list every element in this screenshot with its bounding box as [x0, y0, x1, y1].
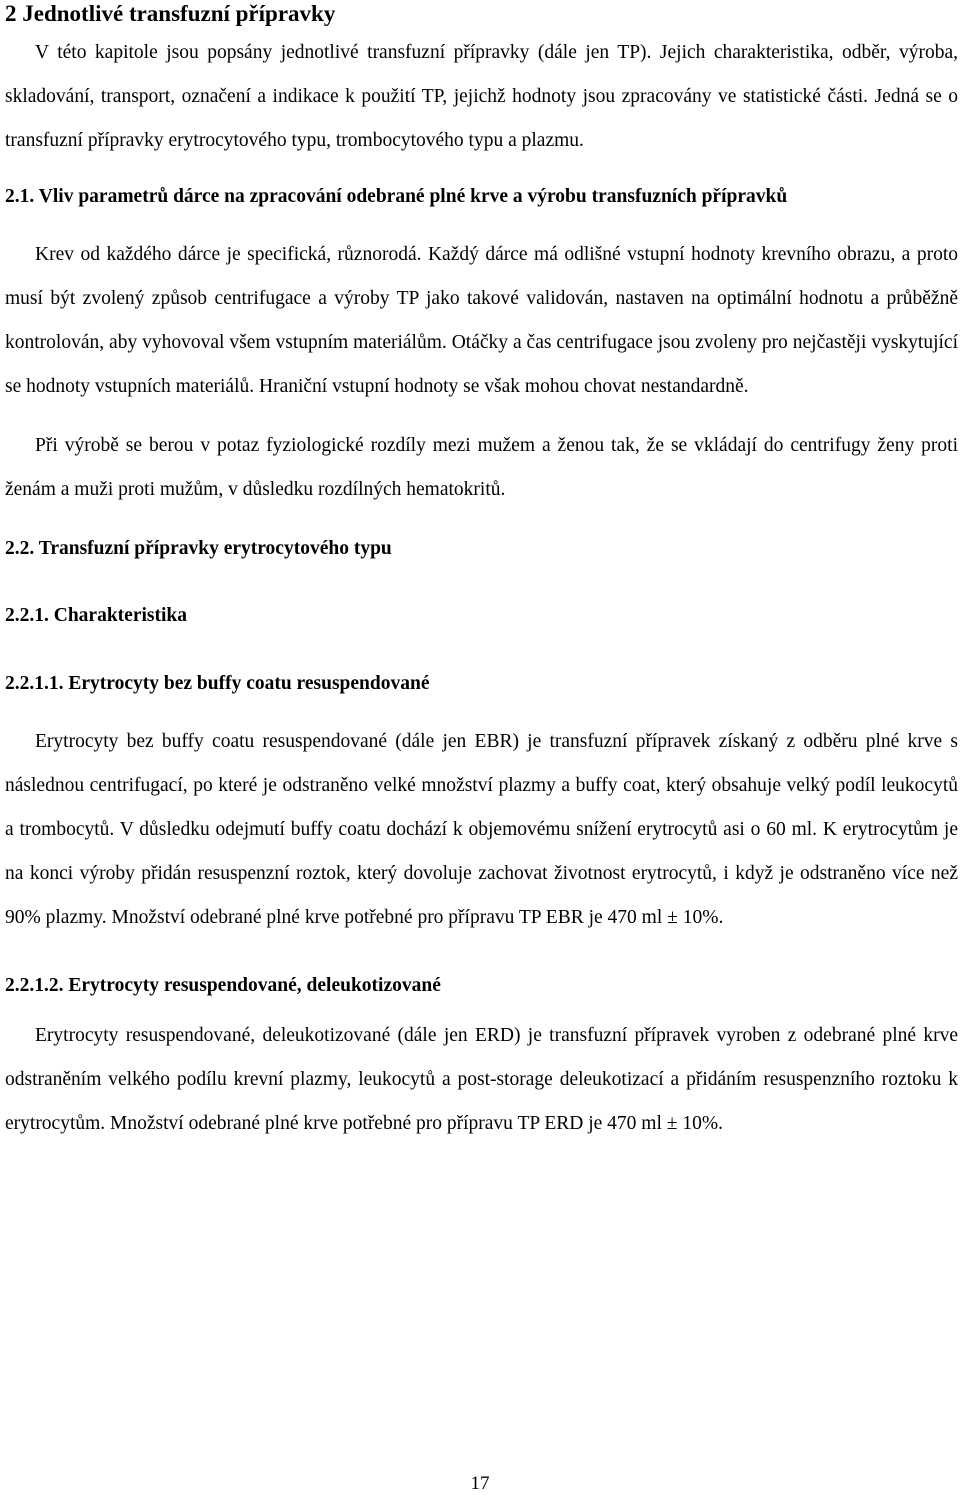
chapter-title: 2 Jednotlivé transfuzní přípravky [5, 1, 336, 26]
document-page [5, 0, 958, 1146]
section-heading-2-2-1-2: 2.2.1.2. Erytrocyty resuspendované, deleukotizované [5, 975, 441, 996]
section-heading-2-2-1: 2.2.1. Charakteristika [5, 605, 187, 626]
section-2-1-paragraph-1: Krev od každého dárce je specifická, různorodá. Každý dárce má odlišné vstupní hodnoty krevního obrazu, a proto musí být zvolený způsob centrifugace a výroby TP jako takové validován, nastaven na optimální hodnotu a průběžně kontrolován, aby vyhovoval všem vstupním materiálům. Otáčky a čas centrifugace jsou zvoleny pro nejčastěji vyskytující se hodnoty vstupních materiálů. Hraniční vstupní hodnoty se však mohou chovat nestandardně. [5, 244, 958, 397]
section-heading-2-1: 2.1. Vliv parametrů dárce na zpracování odebrané plné krve a výrobu transfuzních přípravků [5, 186, 788, 207]
section-heading-2-2-1-1: 2.2.1.1. Erytrocyty bez buffy coatu resuspendované [5, 673, 430, 694]
section-heading-2-2: 2.2. Transfuzní přípravky erytrocytového typu [5, 538, 392, 559]
section-2-1-paragraph-2: Při výrobě se berou v potaz fyziologické rozdíly mezi mužem a ženou tak, že se vkládají do centrifugy ženy proti ženám a muži proti mužům, v důsledku rozdílných hematokritů. [5, 435, 958, 500]
section-2-2-1-1-paragraph: Erytrocyty bez buffy coatu resuspendované (dále jen EBR) je transfuzní přípravek získaný z odběru plné krve s následnou centrifugací, po které je odstraněno velké množství plazmy a buffy coat, který obsahuje velký podíl leukocytů a trombocytů. V důsledku odejmutí buffy coatu dochází k objemovému snížení erytrocytů asi o 60 ml. K erytrocytům je na konci výroby přidán resuspenzní roztok, který dovoluje zachovat životnost erytrocytů, i když je odstraněno více než 90% plazmy. Množství odebrané plné krve potřebné pro přípravu TP EBR je 470 ml ± 10%. [5, 731, 958, 928]
chapter-intro-paragraph: V této kapitole jsou popsány jednotlivé transfuzní přípravky (dále jen TP). Jejich charakteristika, odběr, výroba, skladování, transport, označení a indikace k použití TP, jejichž hodnoty jsou zpracovány ve statistické části. Jedná se o transfuzní přípravky erytrocytového typu, trombocytového typu a plazmu. [5, 42, 958, 151]
page-number: 17 [470, 1473, 490, 1494]
section-2-2-1-2-paragraph: Erytrocyty resuspendované, deleukotizované (dále jen ERD) je transfuzní přípravek vyroben z odebrané plné krve odstraněním velkého podílu krevní plazmy, leukocytů a post-storage deleukotizací a přidáním resuspenzního roztoku k erytrocytům. Množství odebrané plné krve potřebné pro přípravu TP ERD je 470 ml ± 10%. [5, 1025, 958, 1134]
